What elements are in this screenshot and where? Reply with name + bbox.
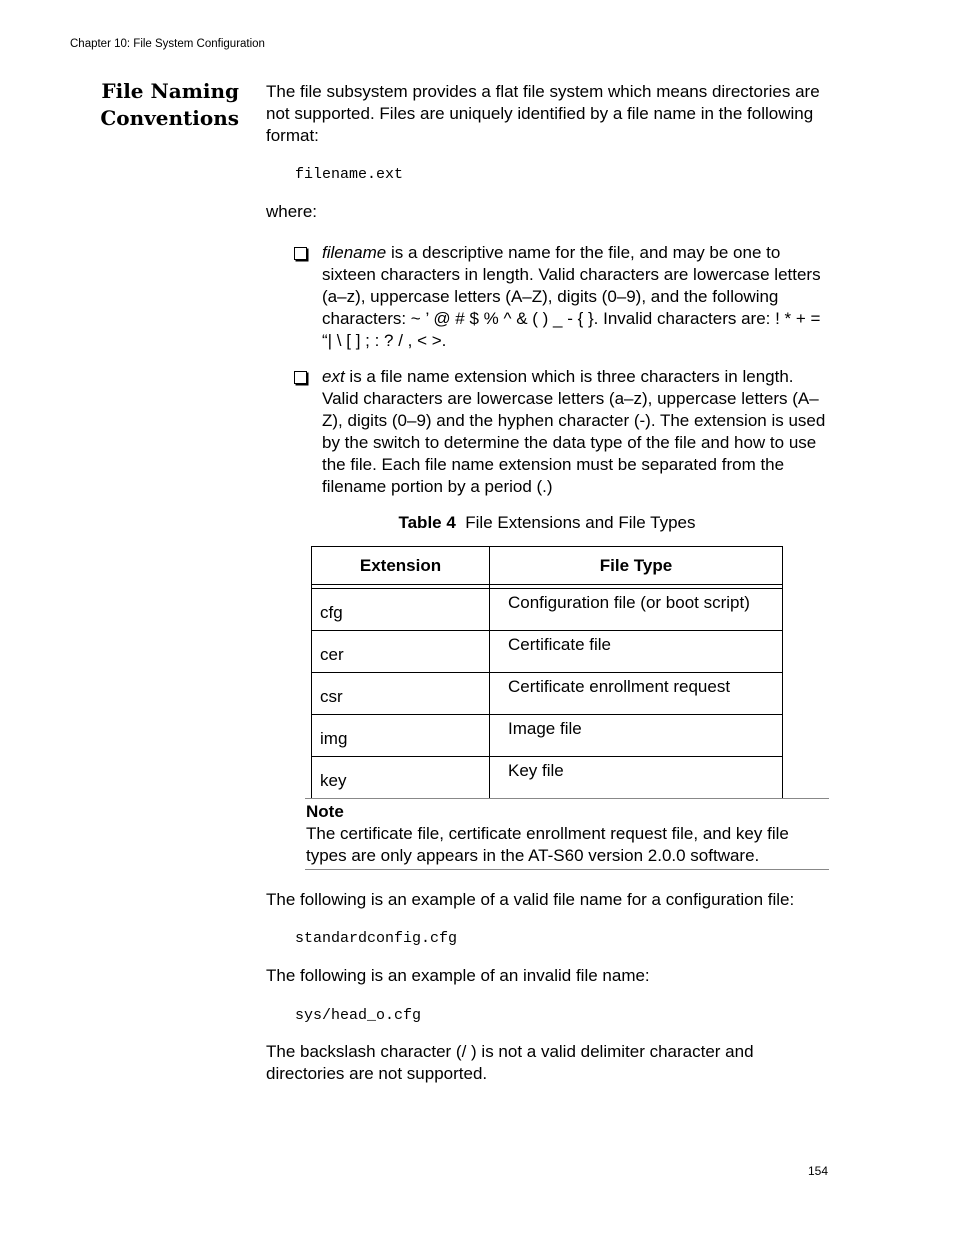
intro-paragraph: The file subsystem provides a flat file system which means directories are not supported. Files are uniquely identified by a file name in the following format: [266, 82, 820, 145]
where-label: where: [266, 202, 318, 221]
checkbox-bullet-icon [294, 247, 307, 260]
note-text: The certificate file, certificate enrollment request file, and key file types are only appears in the AT-S60 version 2.0.0 software. [306, 824, 789, 865]
section-title-line2: Conventions [100, 106, 239, 130]
table-row [312, 589, 783, 631]
cell-extension: csr [312, 673, 490, 715]
bullet-term: filename [322, 243, 387, 262]
table-caption-label: Table 4 [398, 513, 456, 532]
section-title [80, 78, 239, 132]
note-box [305, 798, 829, 870]
page-number: 154 [808, 1164, 829, 1178]
cell-file-type: Key file [490, 757, 783, 799]
bullet-text: is a descriptive name for the file, and may be one to sixteen characters in length. Valid characters are lowercase letters (a–z), uppercase letters (A–Z), digits (0–9), and the following characters: ~ ’ @ # $ % ^ & ( ) _ - { }. Invalid characters are: ! * + = “| \ [ ] ; : ? / , < >. [322, 243, 821, 350]
bullet-term: ext [322, 367, 345, 386]
format-example: filename.ext [295, 166, 404, 183]
note-heading: Note [306, 802, 344, 821]
cell-extension: img [312, 715, 490, 757]
closing-paragraph: The backslash character (/ ) is not a valid delimiter character and directories are not supported. [266, 1042, 754, 1083]
table-row [312, 631, 783, 673]
cell-extension: cer [312, 631, 490, 673]
table-header-row [312, 547, 783, 585]
header-extension: Extension [312, 547, 490, 585]
running-head: Chapter 10: File System Configuration [70, 38, 265, 50]
checkbox-bullet-icon [294, 371, 307, 384]
valid-example: standardconfig.cfg [295, 930, 458, 947]
cell-file-type: Certificate file [490, 631, 783, 673]
cell-file-type: Configuration file (or boot script) [490, 589, 783, 631]
header-file-type: File Type [490, 547, 783, 585]
cell-file-type: Image file [490, 715, 783, 757]
table-row [312, 673, 783, 715]
file-extensions-table [311, 546, 783, 799]
cell-extension: cfg [312, 589, 490, 631]
bullet-ext [294, 366, 828, 498]
bullet-filename [294, 242, 828, 352]
bullet-text: is a file name extension which is three characters in length. Valid characters are lowercase letters (a–z), uppercase letters (A–Z), digits (0–9) and the hyphen character (-). The extension is used by the switch to determine the data type of the file and how to use the file. Each file name extension must be separated from the filename portion by a period (.) [322, 367, 826, 496]
table-caption-text: File Extensions and File Types [465, 513, 696, 532]
invalid-example: sys/head_o.cfg [295, 1007, 422, 1024]
table-row [312, 715, 783, 757]
invalid-example-intro: The following is an example of an invalid file name: [266, 966, 650, 985]
valid-example-intro: The following is an example of a valid file name for a configuration file: [266, 890, 795, 909]
cell-file-type: Certificate enrollment request [490, 673, 783, 715]
table-caption [311, 513, 783, 533]
section-title-line1: File Naming [101, 79, 239, 103]
table-row [312, 757, 783, 799]
cell-extension: key [312, 757, 490, 799]
